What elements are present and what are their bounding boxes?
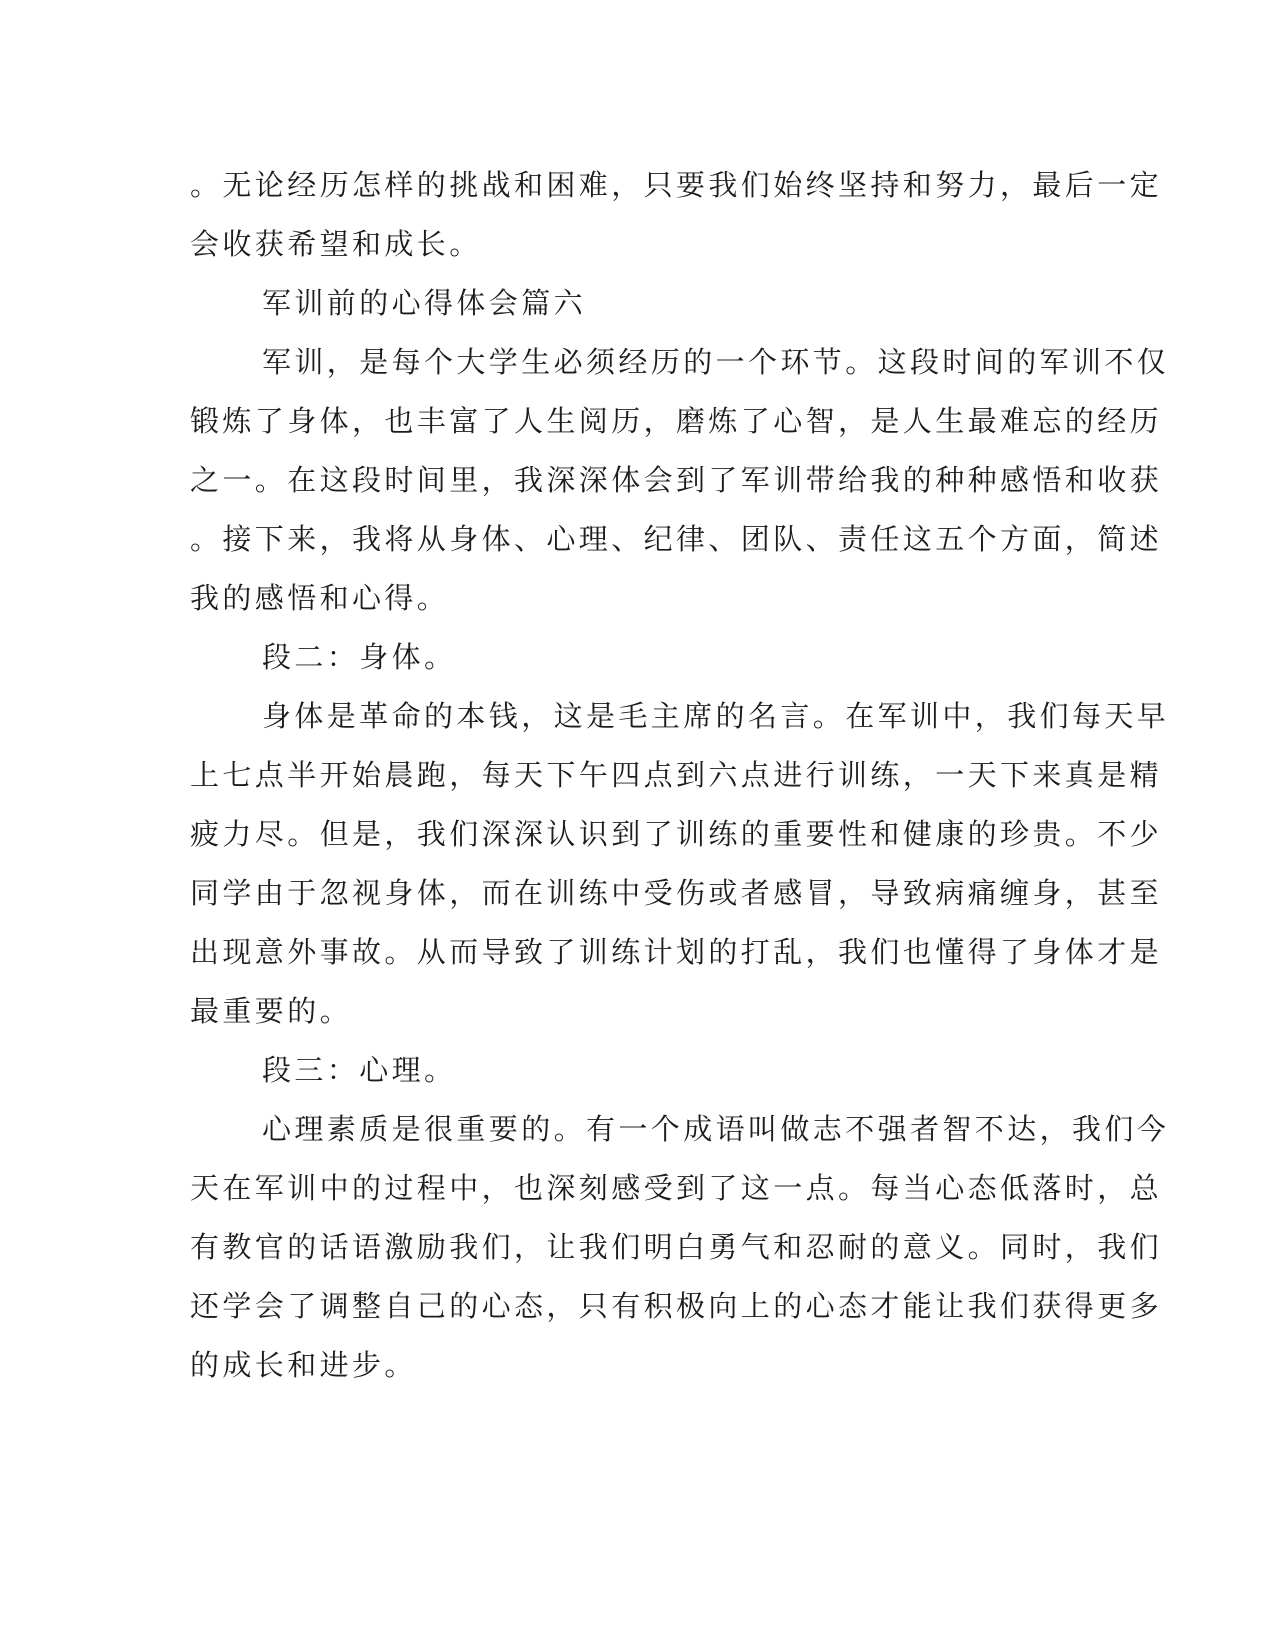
text-line: 还学会了调整自己的心态，只有积极向上的心态才能让我们获得更多 bbox=[190, 1289, 1163, 1323]
text-line: 身体是革命的本钱，这是毛主席的名言。在军训中，我们每天早 bbox=[262, 699, 1170, 733]
text-line: 疲力尽。但是，我们深深认识到了训练的重要性和健康的珍贵。不少 bbox=[190, 817, 1163, 851]
text-line: 我的感悟和心得。 bbox=[190, 581, 450, 615]
text-line: 军训，是每个大学生必须经历的一个环节。这段时间的军训不仅 bbox=[262, 345, 1170, 379]
text-line: 同学由于忽视身体，而在训练中受伤或者感冒，导致病痛缠身，甚至 bbox=[190, 876, 1163, 910]
text-line: 。接下来，我将从身体、心理、纪律、团队、责任这五个方面，简述 bbox=[190, 522, 1163, 556]
text-line: 心理素质是很重要的。有一个成语叫做志不强者智不达，我们今 bbox=[262, 1112, 1170, 1146]
text-line: 出现意外事故。从而导致了训练计划的打乱，我们也懂得了身体才是 bbox=[190, 935, 1163, 969]
text-line: 天在军训中的过程中，也深刻感受到了这一点。每当心态低落时，总 bbox=[190, 1171, 1163, 1205]
section-heading: 军训前的心得体会篇六 bbox=[262, 286, 587, 320]
section-heading: 段三：心理。 bbox=[262, 1053, 457, 1087]
text-line: 有教官的话语激励我们，让我们明白勇气和忍耐的意义。同时，我们 bbox=[190, 1230, 1163, 1264]
section-heading: 段二：身体。 bbox=[262, 640, 457, 674]
text-line: 的成长和进步。 bbox=[190, 1348, 417, 1382]
text-line: 锻炼了身体，也丰富了人生阅历，磨炼了心智，是人生最难忘的经历 bbox=[190, 404, 1163, 438]
text-line: 。无论经历怎样的挑战和困难，只要我们始终坚持和努力，最后一定 bbox=[190, 168, 1163, 202]
text-line: 上七点半开始晨跑，每天下午四点到六点进行训练，一天下来真是精 bbox=[190, 758, 1163, 792]
text-line: 会收获希望和成长。 bbox=[190, 227, 482, 261]
text-line: 最重要的。 bbox=[190, 994, 353, 1028]
text-line: 之一。在这段时间里，我深深体会到了军训带给我的种种感悟和收获 bbox=[190, 463, 1163, 497]
